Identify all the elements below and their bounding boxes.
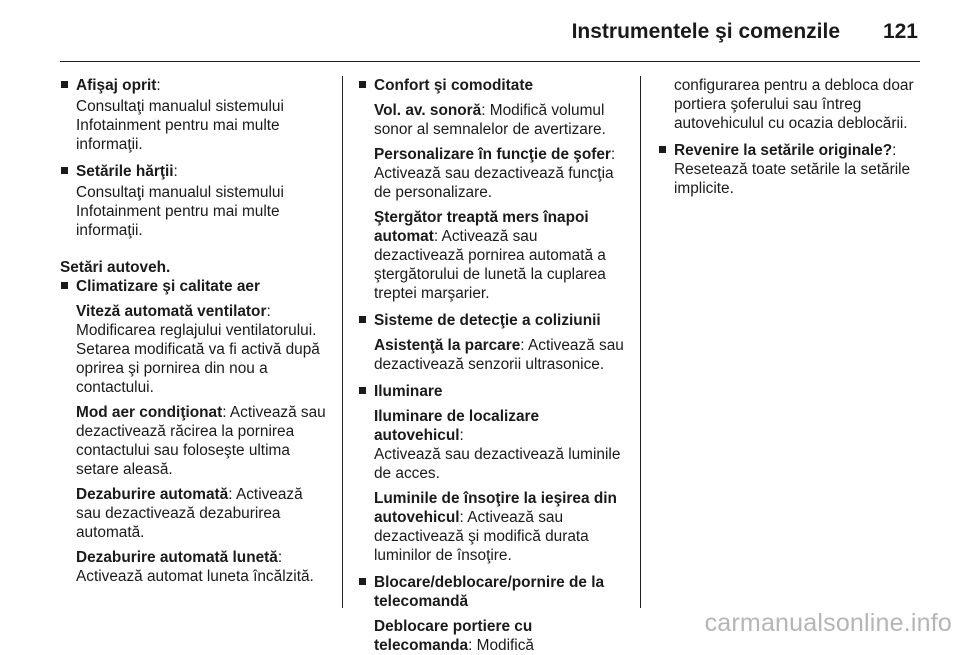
item-title: Iluminare xyxy=(374,383,443,400)
subitem-title: Viteză automată ventilator xyxy=(76,303,267,320)
item-text: Resetează toate setările la setările implicite. xyxy=(674,161,911,197)
subitem-title: Personalizare în funcţie de şofer xyxy=(374,146,611,163)
subitem-title: Vol. av. sonoră xyxy=(374,102,482,119)
list-item: Afişaj oprit: xyxy=(60,76,328,95)
list-item: Setările hărţii: xyxy=(60,162,328,181)
subitem-text: : Activează sau dezactivează pornirea automată a ştergătorului de lunetă la cuplarea treptei marşarier. xyxy=(374,228,606,302)
subitem-title: Ştergător treaptă mers înapoi automat xyxy=(374,209,589,245)
subitem-text: : Activează sau dezactivează senzorii ultrasonice. xyxy=(374,337,624,373)
item-text: Consultaţi manualul sistemului Infotainment pentru mai multe informaţii. xyxy=(76,98,284,153)
list-item xyxy=(358,382,630,401)
subitem-title: Dezaburire automată lunetă xyxy=(76,549,278,566)
column-3 xyxy=(658,76,928,198)
subitem-title: Luminile de însoţire la ieşirea din autovehicul xyxy=(374,490,617,526)
page-number: 121 xyxy=(882,20,918,43)
subitem-title: Asistenţă la parcare xyxy=(374,337,521,354)
subitem-text: : Activează sau dezactivează răcirea la pornirea contactului sau foloseşte ultima setare aleasă. xyxy=(76,404,326,478)
list-item: Revenire la setările originale?: xyxy=(658,141,928,160)
subitem-text: Activează sau dezactivează luminile de acces. xyxy=(374,446,621,482)
item-title: Sisteme de detecţie a coliziunii xyxy=(374,312,601,329)
subitem-title: Iluminare de localizare autovehicul xyxy=(374,408,540,444)
column-2: Confort şi comoditate Vol. av. sonoră: Modifică volumul sonor al semnalelor de avertizare. Personalizare în funcţie de şofer: Activează sau dezactivează funcţia de personalizare. Ştergător treaptă mers înapoi automat: Activează sau dezactivează pornirea automată a ştergătorului de lunetă la cuplarea treptei marşarier. Sisteme de detecţie a coliziunii Asistenţă la parcare: Activează sau dezactivează senzorii ultrasonice. Iluminare Iluminare de localizare autovehicul: Activează sau dezactivează luminile de acces. Luminile de însoţire la ieşirea din autovehicul: Activează sau dezactivează şi modifică durata luminilor de însoţire. Blocare/deblocare/pornire de la telecomandă Deblocare portiere cu telecomanda: Modifică xyxy=(358,76,630,655)
list-item xyxy=(358,76,630,95)
column-divider xyxy=(342,76,343,608)
subitem-title: Dezaburire automată xyxy=(76,486,229,503)
item-text: Consultaţi manualul sistemului Infotainment pentru mai multe informaţii. xyxy=(76,184,284,239)
page-header xyxy=(0,0,960,62)
subitem-title: Deblocare portiere cu telecomanda xyxy=(374,618,533,654)
column-divider xyxy=(640,76,641,608)
column-1: Afişaj oprit: Consultaţi manualul sistemului Infotainment pentru mai multe informaţii. Setările hărţii: Consultaţi manualul sistemului Infotainment pentru mai multe informaţii. Setări autoveh. Climatizare şi calitate aer Viteză automată ventilator: Modificarea reglajului ventilatorului. Setarea modificată va fi activă după oprirea şi pornirea din nou a contactului. Mod aer condiţionat: Activează sau dezactivează răcirea la pornirea contactului sau foloseşte ultima setare aleasă. Dezaburire automată: Activează sau dezactivează dezaburirea automată. Dezaburire automată lunetă: Activează automat luneta încălzită. xyxy=(60,76,328,586)
subitem-text: Activează sau dezactivează funcţia de personalizare. xyxy=(374,165,614,201)
item-title: Revenire la setările originale? xyxy=(674,142,893,159)
item-title: Climatizare şi calitate aer xyxy=(76,278,260,295)
subitem-text: : Activează sau dezactivează dezaburirea automată. xyxy=(76,486,303,541)
header-title: Instrumentele şi comenzile xyxy=(571,20,840,43)
watermark: carmanualsonline.info xyxy=(704,609,952,637)
section-title: Setări autoveh. xyxy=(60,259,171,276)
header-divider xyxy=(60,61,920,62)
item-title: Confort şi comoditate xyxy=(374,77,534,94)
item-title: Afişaj oprit xyxy=(76,77,157,94)
item-title: Blocare/deblocare/pornire de la telecomandă xyxy=(374,574,605,610)
continued-text: configurarea pentru a debloca doar portiera şoferului sau întreg autovehiculul cu ocazia deblocării. xyxy=(674,77,914,132)
subitem-title: Mod aer condiţionat xyxy=(76,404,223,421)
list-item xyxy=(358,311,630,330)
item-title: Setările hărţii xyxy=(76,163,174,180)
subitem-text: : Modifică volumul sonor al semnalelor de avertizare. xyxy=(374,102,606,138)
list-item xyxy=(358,573,630,611)
subitem-text: : Activează sau dezactivează şi modifică durata luminilor de însoţire. xyxy=(374,509,589,564)
list-item xyxy=(60,277,328,296)
subitem-text: : Modifică xyxy=(468,637,534,654)
subitem-text: Modificarea reglajului ventilatorului. Setarea modificată va fi activă după oprirea şi pornirea din nou a contactului. xyxy=(76,322,320,396)
subitem-text: Activează automat luneta încălzită. xyxy=(76,568,314,585)
